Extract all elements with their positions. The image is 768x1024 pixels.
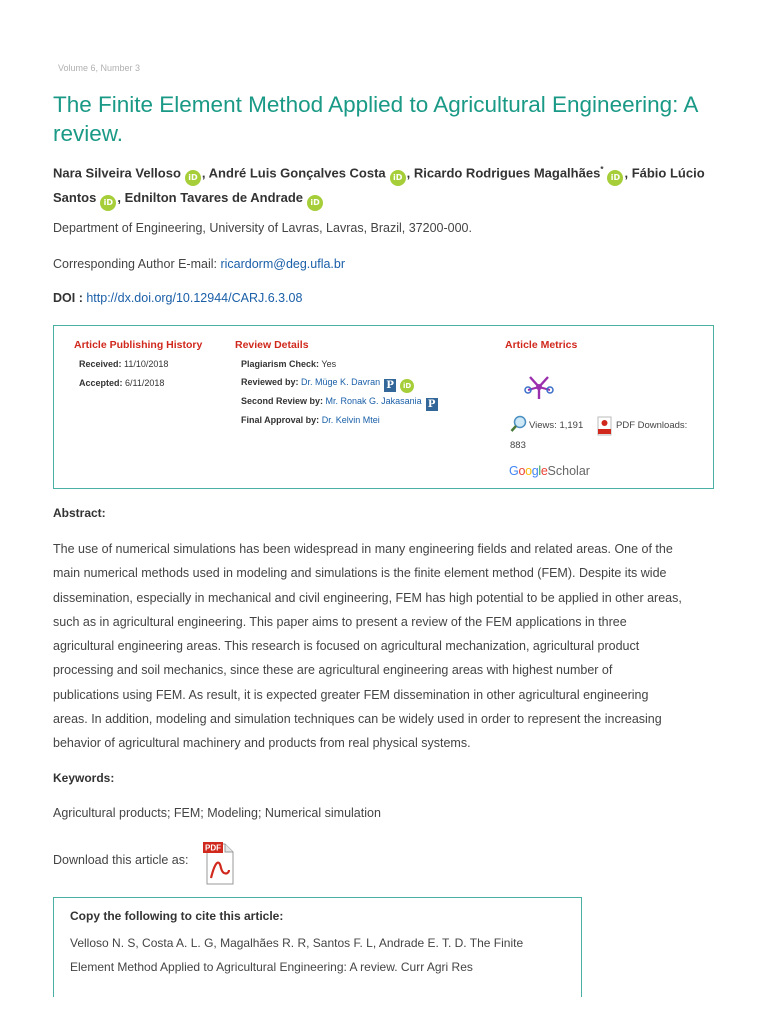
author-name[interactable]: Nara Silveira Velloso [53,165,181,181]
orcid-icon[interactable]: iD [390,170,406,186]
views-magnifier-icon [510,415,528,433]
cite-line: Velloso N. S, Costa A. L. G, Magalhães R. R, Santos F. L, Andrade E. T. D. The Finite [70,936,524,950]
second-review-by: Second Review by: Mr. Ronak G. Jakasania P [241,396,438,411]
orcid-icon[interactable]: iD [100,195,116,211]
received-date: Received: 11/10/2018 [79,359,169,369]
citation-box [53,897,582,997]
pdf-download-icon[interactable] [201,840,235,886]
keywords-text: Agricultural products; FEM; Modeling; Numerical simulation [53,806,381,820]
orcid-icon[interactable]: iD [400,379,414,393]
keywords-heading: Keywords: [53,771,115,785]
final-approval-by: Final Approval by: Dr. Kelvin Mtei [241,415,380,425]
download-label: Download this article as: [53,853,189,867]
views-count: Views: 1,191 [529,420,584,431]
cite-heading: Copy the following to cite this article: [70,909,284,923]
final-approver-link[interactable]: Dr. Kelvin Mtei [321,415,380,425]
pdf-downloads-count: 883 [510,440,526,451]
corresponding-author [53,257,345,271]
abstract-text [53,537,718,756]
cite-line: Element Method Applied to Agricultural Engineering: A review. Curr Agri Res [70,960,473,974]
affiliation: Department of Engineering, University of Lavras, Lavras, Brazil, 37200-000. [53,221,472,235]
plagiarism-check: Plagiarism Check: Yes [241,359,337,369]
accepted-date: Accepted: 6/11/2018 [79,378,165,388]
article-metrics-heading: Article Metrics [505,339,578,351]
orcid-icon[interactable]: iD [185,170,201,186]
scholar-label: Scholar [547,464,590,478]
doi-link[interactable]: http://dx.doi.org/10.12944/CARJ.6.3.08 [86,291,303,305]
orcid-icon[interactable]: iD [607,170,623,186]
abstract-line: publications using FEM. As result, it is expected greater FEM dissemination in other agricultural engineering [53,687,649,702]
article-title: The Finite Element Method Applied to Agricultural Engineering: A review. [53,92,698,146]
corresponding-star: * [600,165,604,174]
abstract-heading: Abstract: [53,506,106,520]
pdf-icon-text: PDF [205,843,221,853]
reviewer-link[interactable]: Dr. Müge K. Davran [301,377,381,387]
abstract-line: behavior of agricultural machinery and products from real physical systems. [53,736,471,751]
abstract-line: main numerical methods used in modeling and simulations is the finite element method (FEM). Despite its wide [53,566,667,581]
google-logo: Google [509,464,548,478]
doi-label: DOI : [53,291,83,305]
author-name[interactable]: Fábio Lúcio Santos [53,165,705,206]
review-details-heading: Review Details [235,339,309,351]
article-info-box [53,325,714,489]
abstract-line: areas. In addition, modeling and simulation techniques can be widely used in order to represent the increasing [53,712,662,727]
pdf-downloads-label: PDF Downloads: [616,420,688,431]
publishing-history-heading: Article Publishing History [74,339,203,351]
google-scholar-link[interactable] [509,464,590,478]
author-list: Nara Silveira Velloso iD , André Luis Gonçalves Costa iD , Ricardo Rodrigues Magalhães*iD , Fábio Lúcio Santos iD , Ednilton Tavares de Andrade iD [53,158,733,211]
abstract-line: The use of numerical simulations has been widespread in many engineering fields and related areas. One of the [53,542,673,556]
publons-icon[interactable]: P [384,379,396,392]
metrics-molecule-icon[interactable] [522,372,556,402]
pdf-downloads-icon [597,416,612,436]
reviewed-by: Reviewed by: Dr. Müge K. Davran P iD [241,377,414,393]
volume-label: Volume 6, Number 3 [58,63,141,73]
doi-line [53,291,302,305]
abstract-line: dissemination, especially in mechanical and civil engineering, FEM has high potential to be applied in other areas, [53,590,682,605]
abstract-line: processing and soil mechanics, since these are agricultural engineering areas with highest number of [53,663,613,678]
abstract-line: agricultural engineering areas. This research is focused on agricultural mechanization, agricultural product [53,639,640,654]
orcid-icon[interactable]: iD [307,195,323,211]
author-name[interactable]: André Luis Gonçalves Costa [208,165,386,181]
author-name[interactable]: Ricardo Rodrigues Magalhães [413,165,601,181]
cite-text[interactable] [70,931,570,979]
corresponding-email-link[interactable]: ricardorm@deg.ufla.br [220,257,346,271]
second-reviewer-link[interactable]: Mr. Ronak G. Jakasania [325,396,422,406]
corresponding-label: Corresponding Author E-mail: [53,257,217,271]
abstract-line: such as in agricultural engineering. This paper aims to present a review of the FEM applications in three [53,614,627,629]
publons-icon[interactable]: P [426,398,438,411]
author-name[interactable]: Ednilton Tavares de Andrade [124,190,304,206]
